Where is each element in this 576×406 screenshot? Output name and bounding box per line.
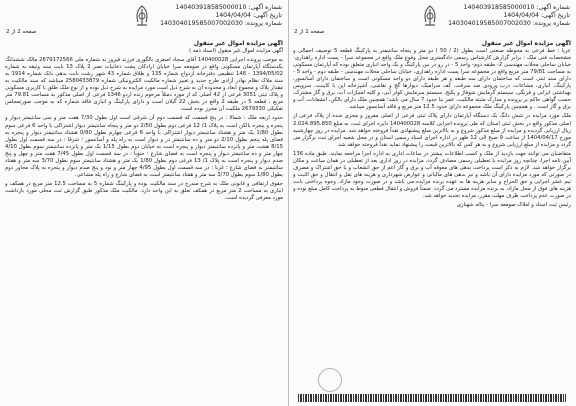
notice-header — [450, 4, 570, 28]
notice-paragraph-2: ملک مورد مزایده در شش دانگ یک دستگاه آپارتمان دارای پلاک ثبتی فرعی از اصلی مفروز و مجزی شده از پلاک فرعی از اصلی مذکور واقع در بخش ثبتی استان که طی پرونده اجرایی کلاسه 140400028 دایره اجرای ثبت، به مبلغ 2.024.895.850 ریال ارزیابی گردیده و مزایده از مبلغ مذکور شروع و به بالاترین مبلغ پیشنهادی نقداً فروخته خواهد شد. مزایده در روز چهارشنبه مورخ 1404/04/17 از ساعت 9 صبح الی 12 ظهر در اداره اجرای اسناد رسمی استان و در محل شعبه اجرای ثبت برگزار می گردد و مزایده از مبلغ ارزیابی شروع و به هر کس که بالاترین قیمت را پیشنهاد نماید نقداً فروخته خواهد شد. — [293, 113, 571, 148]
state-emblem-icon — [128, 3, 156, 31]
case-number: شماره پرونده: 140304019585007002030 — [448, 20, 570, 27]
case-number: شماره پرونده: 140304019585007002030 — [160, 20, 282, 27]
signature-line: رئیس ثبت اسناد و املاک صومعه سرا - پتاله شهبازی — [456, 202, 571, 209]
notice-paragraph-2: حدود اربعه ملک : شمالا : در پنج قسمت که قسمت دوم آن شرقی است اول بطول 7/30 هفت متر و سی سانتیمتر دیوار و پنجره و پنجره بالکن است به پلاک 1/ 12 فرعی دوم بطول 2/50 دو متر و پنجاه سانتیمتر دیوار اشتراکی با واحد 6 فرعی سوم بطول 1/80 یک متر و هشتاد سانتیمتر دیوار اشتراکی با واحد 6 فرعی چهارم بطول 0/80 هشتاد سانتیمتر دیوار و پنجره به فضای پله پنجم بطول 2/10 دو متر و ده سانتیمتر در و دیوار است به راه پله و آسانسور ؛ شرقا : در سه قسمت اول بطول 8/15 هشت متر و پانزده سانتیمتر دیوار و پنجره است به خیابان دوم بطول 1/15 یک متر و پانزده سانتیمتر سوم بطول 4/10 چهار متر و ده سانتیمتر دیوار و پنجره است به فضای شارع ؛ جنوبا : در سه قسمت اول بطول 7/45 هفت متر و چهل و پنج صدم دیوار و پنجره است به پلاک 1/ 13 فرعی دوم بطول 1/80 یک متر و هشتاد سانتیمتر سوم بطول 3/70 سه متر و هفتاد سانتیمتر به فضای شارع ؛ غربا : در سه قسمت اول بطول 4/95 چهار متر و نود و پنج صدم دیوار و پنجره به پلاک مجاور دوم بطول 1/80 سوم بطول 3/70 سه متر و هفتاد سانتیمتر است به فضای شارع و راه پله مشاعی. — [5, 115, 283, 178]
notice-body — [293, 40, 571, 366]
barcode-icon — [298, 394, 566, 402]
notice-paragraph-3: متقاضیان می توانند جهت بازدید از ملک و کسب اطلاعات بیشتر در ساعات اداری به اداره اجرا مراجعه نمایند. طبق ماده 136 آیین نامه اجرا، چنانچه روز مزایده با تعطیلی رسمی مصادف گردد، مزایده در روز اداری بعد از تعطیلی در همان ساعت و مکان برگزار خواهد شد. لازم به ذکر است پرداخت بدهی های معوقه آب و برق و گاز اعم از حق انشعاب و یا حق اشتراک و مصرف در صورتی که مورد مزایده دارای آن باشد و نیز بدهی های مالیاتی و عوارض شهرداری و هزینه های نقل و انتقال و حق الثبت و نیم عشر اجرایی و حق الحراج و سایر هزینه ها به عهده برنده مزایده می باشد و در صورت وجود مازاد، وجوه پرداختی بابت هزینه های فوق از محل مازاد، به برنده مزایده مسترد می گردد. ضمناً فروش و انتقال قطعی منوط به پرداخت کامل مبلغ بوده و در صورت عدم پرداخت ظرف مهلت مقرر، مزایده تجدید خواهد شد. — [293, 150, 571, 199]
notice-subtitle: آگهی مزایده اموال غیر منقول (اسناد ذمه ) — [189, 48, 283, 55]
notice-header — [162, 4, 282, 28]
page-number: صفحه 2 از 2 — [6, 29, 37, 35]
page-one — [288, 0, 576, 406]
notice-number: شماره آگهی: 140403918585000010 — [463, 4, 570, 11]
notice-paragraph-1: عریا : خط فرعی به محوطه صنعتی است بطول (2 / 50 ) دو متر و پنجاه سانتیمتر به پارکینگ قطعه 5 توصیف اجمالی و مشخصات فنی ملک : برابر گزارش کارشناس رسمی دادگستری محل وقوع ملک واقع در مجموعه سرا - پست اداره راهداری- خیابان ساحلی محلات مهندسی 2- طبقه دوم- واحد 5 - در رو در بین پارکینگ و یک واحد انباری متعلق بوده که آپارتمان مسکونی به مساحت 79/81 متر مربع واقع در مجموعه سرا پست اداره راهداری، خیابان ساحلی محلات مهندسی - طبقه دوم - واحد 5 - دارای سند ثبتی است که ساختمان دارای سه طبقه و هر طبقه دارای دو واحد مسکونی است و ساختمان دارای آسانسور، پارکینگ، انباری، مشاعات، درب ورودی ضد سرقت، کف سرامیک، دیوارها گچ و نقاشی، آشپزخانه اپن با کابینت، سرویس بهداشتی ایرانی و فرنگی، سیستم گرمایش شوفاژ و پکیج، سیستم سرمایش کولر آبی، و کلیه امتیازات آب، برق و گاز مشترک، حسب گواهی حاکم بر پرونده و مدارک مثبته مالکیت، عمر بنا حدود 7 سال می باشد؛ همچنین ملک دارای بالکن، انشعابات، آب و برق و گاز است . و همچنین پارکینگ ملک مجموعه دارای حدود 12.5 متر مربع و فاقد آسانسور میباشد. — [293, 48, 571, 111]
notice-paragraph-3: حقوق ارتفاقی و قانونی ملک به شرح مندرج در سند مالکیت بوده و پارکینگ شماره 5 به مساحت 12.5 متر مربع در همکف و انباری به مساحت 2 متر مربع در همکف تعلق به این واحد دارد. مالکیت ملک مذکور طبق گزارش ثبت محلی مورد بازداشت مورد معرفی گردیده است. — [5, 180, 283, 201]
notice-title: آگهی مزایده اموال غیر منقول — [193, 40, 283, 47]
state-emblem-icon — [416, 3, 444, 31]
notice-paragraph-1: به موجب پرونده اجرایی 140400028 آقای سجاد اصغری بالگوری فرزند فیروز به شماره ملی 2679172566 مالک ششدانگ یکدستگاه آپارتمان مسکونی واقع در صومعه سرا خیابان ارادکان پشت دخانیات نصر 2 پلاک 13 بابت سند وثیقه به شماره 1394/05/02 - 146 تنظیمی دفترخانه ازدواج شماره 135 و طلاق شماره 43 شهر رشت بابت بدهی بانک شماره 1914 به سند ملاک نظام بهادر آزادی طرح جدید و تغییر شماره مالکیت الکترونیکی شماره 2580433879 میباشد که سند مالکیت به مقدار پلاک و مجموع ابعاد و محدوده آن به شرح ذیل است مورد مزایده به شرح ذیل بوده و از نوع ملک طلق با کاربری مسکونی و پلاک ثبتی 3051 فرعی از 42 اصلی که از مورد دمثلاً مرحوم زنده اردو 1346 فرعی از اصلی مذکور به مساحت 79.81 متر مربع ، قطعه 5 در طبقه 2 واقع در بخش 22 گیلان است و دارای پارکینگ و انباری فاقد شماره که به موجب صورتمجلس تفکیکی 2679330 ملکیت آن محرز بوده است. — [5, 57, 283, 113]
notice-date: تاریخ آگهی: 1404/04/04 — [503, 12, 570, 19]
round-seal-icon — [318, 368, 342, 392]
notice-title: آگهی مزایده اموال غیر منقول — [481, 40, 571, 47]
page-footer — [298, 392, 566, 402]
notice-date: تاریخ آگهی: 1404/04/04 — [215, 12, 282, 19]
notice-body — [5, 40, 283, 400]
page-number: صفحه 1 از 2 — [294, 29, 325, 35]
notice-number: شماره آگهی: 140403918585000010 — [175, 4, 282, 11]
